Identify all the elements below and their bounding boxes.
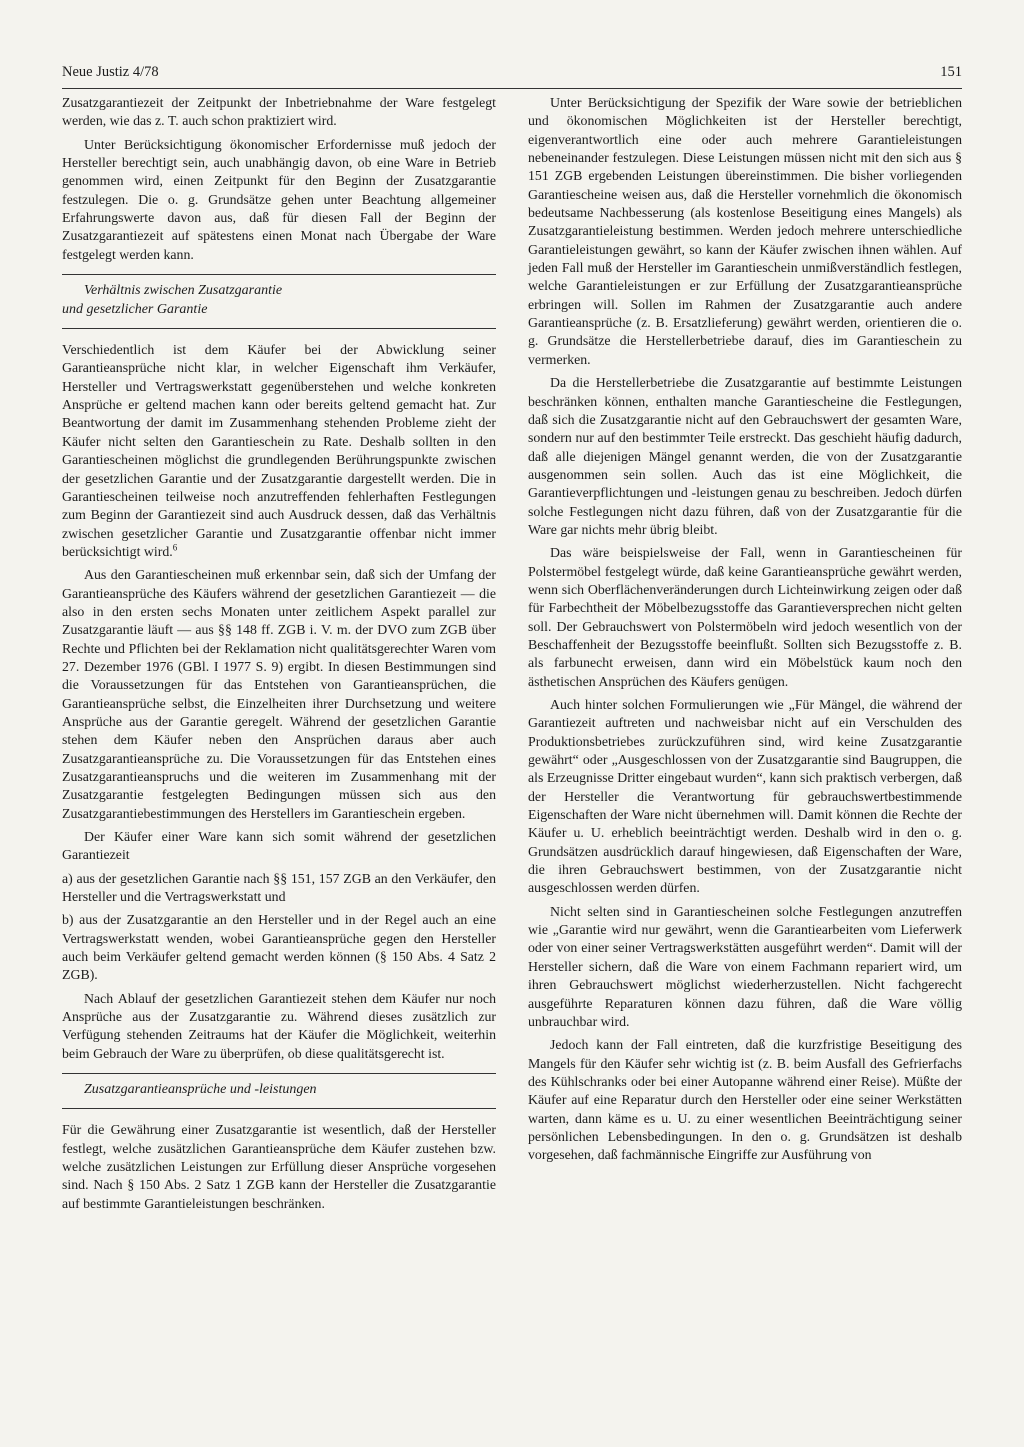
paragraph-text: Verschiedentlich ist dem Käufer bei der Abwicklung seiner Garantieansprüche nicht klar, in welcher Eigenschaft ihm Verkäufer, Hersteller und Vertragswerkstatt gegenüberstehen und welche konkreten Ansprüche er geltend machen kann oder bereits geltend gemacht hat. Zur Beantwortung der damit im Zusammenhang stehenden Probleme zieht der Käufer nicht selten den Garantieschein zu Rate. Deshalb sollten in den Garantiescheinen möglichst die grundlegenden Berührungspunkte zwischen der gesetzlichen Garantie und der Zusatzgarantie dargestellt werden. Die in Garantiescheinen teilweise noch anzutreffenden fehlerhaften Festlegungen zum Beginn der Garantiezeit sind auch Ausdruck dessen, daß das Verhältnis zwischen gesetzlicher Garantie und Zusatzgarantie offenbar nicht immer berücksichtigt wird. bbox=[62, 342, 496, 559]
paragraph: Aus den Garantiescheinen muß erkennbar sein, daß sich der Umfang der Garantieansprüche des Käufers während der gesetzlichen Garantiezeit — die also in den ersten sechs Monaten unter zeitlichem Aspekt parallel zur Zusatzgarantie läuft — aus §§ 148 ff. ZGB i. V. m. der DVO zum ZGB über Rechte und Pflichten bei der Reklamation nicht qualitätsgerechter Waren vom 27. Dezember 1976 (GBl. I 1977 S. 9) ergibt. In diesen Bestimmungen sind die Voraussetzungen für das Entstehen von Garantieansprüchen, die Garantieansprüche selbst, die Einzelheiten ihrer Durchsetzung und weitere Ansprüche aus der Garantie geregelt. Während der gesetzlichen Garantie stehen dem Käufer neben den Ansprüchen daraus aber auch Zusatzgarantieansprüche zu. Die Voraussetzungen für das Entstehen eines Zusatzgarantieanspruchs und die weiteren im Zusammenhang mit der Zusatzgarantie festgelegten Bedingungen müssen sich aus den Zusatzgarantiebestimmungen des Herstellers im Garantieschein ergeben. bbox=[62, 567, 496, 821]
list-item: a) aus der gesetzlichen Garantie nach §§ 151, 157 ZGB an den Verkäufer, den Hersteller und die Vertragswerkstatt und bbox=[62, 870, 496, 905]
paragraph bbox=[62, 341, 496, 561]
paragraph: Der Käufer einer Ware kann sich somit während der gesetzlichen Garantiezeit bbox=[62, 829, 496, 863]
section-heading-line: und gesetzlicher Garantie bbox=[62, 302, 208, 318]
paragraph: Jedoch kann der Fall eintreten, daß die kurzfristige Beseitigung des Mangels für den Käufer sehr wichtig ist (z. B. beim Ausfall des Gefrierfachs des Kühlschranks oder bei einer Autopanne während einer Reise). Müßte der Käufer auf eine Reparatur durch den Hersteller oder eine seiner Werkstätten warten, dann käme es u. U. zu einer wesentlichen Beeinträchtigung seiner persönlichen Lebensbedingungen. In den o. g. Grundsätzen ist deshalb vorgesehen, daß fachmännische Eingriffe zur Ausführung von bbox=[528, 1037, 962, 1163]
paragraph: Unter Berücksichtigung der Spezifik der Ware sowie der betrieblichen und ökonomischen Möglichkeiten ist der Hersteller berechtigt, eigenverantwortlich eine oder auch mehrere Garantieleistungen nebeneinander festzulegen. Diese Leistungen müssen nicht mit den sich aus § 151 ZGB ergebenden Leistungen übereinstimmen. Die bisher vorliegenden Garantiescheine weisen aus, daß die Hersteller vornehmlich die ökonomisch bedeutsame Nachbesserung (als kostenlose Beseitigung eines Mangels) als Zusatzgarantieleistung bestimmen. Werden jedoch mehrere unterschiedliche Garantieleistungen gewährt, so kann der Käufer zwischen ihnen wählen. Auf jeden Fall muß der Hersteller im Garantieschein unmißverständlich festlegen, welche Garantieleistungen er zur Erfüllung der Zusatzgarantieansprüche erbringen will. Sollen im Rahmen der Zusatzgarantie auch andere Garantieansprüche (z. B. Ersatzlieferung) gewährt werden, orientieren die o. g. Grundsätze die Herstellerbetriebe darauf, dies im Garantieschein zu vermerken. bbox=[528, 95, 962, 367]
paragraph: Unter Berücksichtigung ökonomischer Erfordernisse muß jedoch der Hersteller berechtigt sein, auch unabhängig davon, ob eine Ware in Betrieb genommen wird, einen Zeitpunkt für den Beginn der Zusatzgarantie festzulegen. Die o. g. Grundsätze gehen unter Beachtung allgemeiner Erfahrungswerte davon aus, daß für diesen Fall der Beginn der Zusatzgarantiezeit auf spätestens einen Monat nach Übergabe der Ware festgelegt werden kann. bbox=[62, 136, 496, 262]
paragraph: Für die Gewährung einer Zusatzgarantie ist wesentlich, daß der Hersteller festlegt, welche zusätzlichen Garantieansprüche dem Käufer zustehen bzw. welche zusätzlichen Leistungen zur Erfüllung dieser Ansprüche vorgesehen sind. Nach § 150 Abs. 2 Satz 1 ZGB kann der Hersteller die Zusatzgarantie auf bestimmte Garantieleistungen beschränken. bbox=[62, 1122, 496, 1211]
paragraph: Zusatzgarantiezeit der Zeitpunkt der Inbetriebnahme der Ware festgelegt werden, wie das z. T. auch schon praktiziert wird. bbox=[62, 95, 496, 129]
paragraph: Da die Herstellerbetriebe die Zusatzgarantie auf bestimmte Leistungen beschränken können, enthalten manche Garantiescheine die Festlegungen, daß sich die Zusatzgarantie nicht auf den Gebrauchswert der gesamten Ware, sondern nur auf den bestimmter Teile erstreckt. Das geschieht häufig dadurch, daß alle diejenigen Mängel genannt werden, die von der Zusatzgarantie ausgenommen sein sollen. Auch das ist eine Möglichkeit, die Garantieverpflichtungen und -leistungen genau zu beschreiben. Jedoch dürfen solche Festlegungen nicht dazu führen, daß von der Zusatzgarantie für die Ware gar nichts mehr übrig bleibt. bbox=[528, 375, 962, 537]
page-number: 151 bbox=[940, 64, 962, 80]
section-heading-line: Verhältnis zwischen Zusatzgarantie bbox=[84, 283, 283, 299]
journal-title: Neue Justiz 4/78 bbox=[62, 64, 159, 80]
paragraph: Nicht selten sind in Garantiescheinen solche Festlegungen anzutreffen wie „Garantie wird nur gewährt, wenn die Garantiearbeiten vom Lieferwerk oder von einer seiner Vertragswerkstätten ausgeführt werden“. Damit will der Hersteller sichern, daß die Ware von einem Fachmann repariert wird, um ihren Gebrauchswert möglichst wiederherzustellen. Nicht fachgerecht ausgeführte Reparaturen können dazu führen, daß die Ware völlig unbrauchbar wird. bbox=[528, 903, 962, 1029]
section-divider bbox=[62, 274, 496, 275]
section-divider bbox=[62, 328, 496, 329]
running-header bbox=[62, 60, 962, 89]
right-column bbox=[528, 94, 962, 1170]
section-divider bbox=[62, 1073, 496, 1074]
footnote-ref: 6 bbox=[172, 542, 178, 553]
left-column bbox=[62, 94, 496, 1218]
list-item: b) aus der Zusatzgarantie an den Hersteller und in der Regel auch an eine Vertragswerkstatt wenden, wobei Garantieansprüche gegen den Hersteller auch beim Verkäufer geltend gemacht werden können (§ 150 Abs. 4 Satz 2 ZGB). bbox=[62, 912, 496, 983]
section-heading bbox=[62, 281, 496, 319]
page bbox=[62, 60, 962, 1400]
paragraph: Das wäre beispielsweise der Fall, wenn in Garantiescheinen für Polstermöbel festgelegt würde, daß keine Garantieansprüche gewährt werden, wenn sich Oberflächenveränderungen durch Lichteinwirkung zeigen oder daß für Farbechtheit der Möbelbezugsstoffe das Garantieversprechen nicht gelten soll. Der Gebrauchswert von Polstermöbeln wird jedoch wesentlich von der Beschaffenheit der Bezugsstoffe beeinflußt. Sollten sich Bezugsstoffe z. B. als farbunecht erweisen, dann wird ein Möbelstück kaum noch den ästhetischen Ansprüchen des Käufers genügen. bbox=[528, 545, 962, 689]
paragraph: Auch hinter solchen Formulierungen wie „Für Mängel, die während der Garantiezeit auftreten und nachweisbar nicht auf ein Verschulden des Produktionsbetriebes zurückzuführen sind, wird keine Zusatzgarantie gewährt“ oder „Ausgeschlossen von der Zusatzgarantie sind Baugruppen, die als Erzeugnisse Dritter eingebaut wurden“, kann sich praktisch verbergen, daß der Hersteller die Verantwortung für gebrauchswertbestimmende Eigenschaften der Ware nicht übernehmen will. Damit können die Rechte der Käufer u. U. erheblich beeinträchtigt werden. Deshalb wird in den o. g. Grundsätzen ausdrücklich darauf hingewiesen, daß Eigenschaften der Ware, die ihren Gebrauchswert bestimmen, von der Zusatzgarantie nicht ausgeschlossen werden dürfen. bbox=[528, 697, 962, 896]
paragraph: Nach Ablauf der gesetzlichen Garantiezeit stehen dem Käufer nur noch Ansprüche aus der Zusatzgarantie zu. Während dieses zusätzlich zur Verfügung stehenden Zeitraums hat der Käufer die Möglichkeit, weiterhin beim Gebrauch der Ware zu überprüfen, ob diese qualitätsgerecht ist. bbox=[62, 990, 496, 1061]
section-divider bbox=[62, 1108, 496, 1109]
section-heading: Zusatzgarantieansprüche und -leistungen bbox=[84, 1082, 317, 1098]
